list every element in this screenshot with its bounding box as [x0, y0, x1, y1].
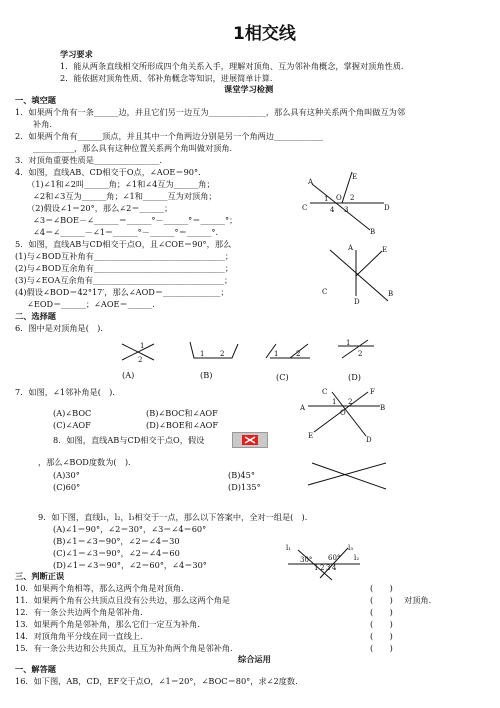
fig9-label: l₂	[354, 554, 360, 562]
fig6-label: 2	[220, 350, 225, 358]
fig9-label: l₃	[348, 544, 354, 552]
fig5-label: E	[382, 246, 388, 254]
judge-item-tail: 对顶角.	[404, 595, 432, 605]
fill-line: 补角.	[33, 119, 52, 129]
section-judge: 三、判断正误	[15, 571, 65, 581]
judge-answer-box[interactable]: ( )	[370, 607, 393, 617]
judge-answer-box[interactable]: ( )	[370, 619, 393, 629]
judge-item: 14．对顶角角平分线在同一直线上.	[15, 631, 143, 641]
q8-option-c[interactable]: (C)60°	[53, 482, 81, 492]
figure-q9	[284, 542, 364, 582]
fill-line: (3)与∠EOA互余角有________________________________；	[15, 275, 233, 285]
fill-line: ∠2和∠3互为______角；∠1和______互为对顶角；	[33, 191, 217, 201]
section-fill: 一、填空题	[15, 95, 56, 105]
section-choice: 二、选择题	[15, 311, 56, 321]
requirement-item: 1．能从两条直线相交所形成四个角关系入手，理解对顶角、互为邻补角概念，掌握对顶角性质.	[60, 61, 404, 71]
fill-line: 5．如图，直线AB与CD相交于点O，且∠COE＝90°，那么	[15, 239, 232, 249]
fig7-label: 2	[348, 398, 353, 406]
requirement-item: 2．能依据对顶角性质、邻补角概念等知识，进展简单计算.	[60, 73, 273, 83]
fig6-label: 1	[200, 350, 205, 358]
q6-option-d[interactable]: (D)	[348, 372, 361, 382]
q16-stem: 16．如下图，AB，CD，EF交于点O，∠1＝20°，∠BOC＝80°，求∠2度数.	[15, 676, 298, 686]
judge-answer-box[interactable]: ( )	[370, 583, 393, 593]
q9-stem: 9．如下图，直线l₁，l₂，l₃相交于一点，那么以下答案中，全对一组是( ).	[38, 512, 308, 522]
fill-line: 3．对顶角重要性质是________________.	[15, 155, 162, 165]
q7-stem: 7．如图，∠1邻补角是( ).	[15, 387, 115, 397]
q9-option-a[interactable]: (A)∠1＝90°，∠2＝30°，∠3＝∠4＝60°	[53, 524, 207, 534]
fig6-label: 2	[138, 356, 143, 364]
fig4-label: 3	[344, 206, 349, 214]
fig7-label: E	[308, 432, 314, 440]
fig4-label: 4	[330, 206, 335, 214]
fig4-label: B	[370, 228, 376, 236]
classroom-heading: 课堂学习检测	[224, 84, 274, 94]
judge-item: 11．如果两个角有公共顶点且没有公共边，那么这两个角是	[15, 595, 231, 605]
judge-item: 15．有一条公共边和公共顶点，且互为补角两个角是邻补角.	[15, 643, 233, 653]
fig9-label: 2	[320, 564, 325, 572]
fill-line: __________，那么具有这种位置关系两个角叫做对顶角.	[33, 143, 233, 153]
q8-option-b[interactable]: (B)45°	[228, 470, 255, 480]
figure-q4	[300, 170, 390, 235]
fig6-label: 1	[274, 350, 279, 358]
fig4-label: 1	[324, 195, 329, 203]
fill-line: （2)假设∠1＝20°，那么∠2＝______；	[27, 203, 173, 213]
q6-option-c[interactable]: (C)	[276, 372, 289, 382]
fig6-label: 1	[346, 339, 351, 347]
figure-q7	[296, 386, 386, 444]
fig7-label: F	[370, 388, 375, 396]
fill-line: (4)假设∠BOD＝42°17′，那么∠AOD＝______________；	[15, 287, 229, 297]
fig5-label: D	[354, 298, 360, 306]
fill-line: 1．如果两个角有一条______边，并且它们另一边互为______________，那么具有这种关系两个角叫做互为邻	[15, 107, 406, 117]
fig9-label: 1	[314, 564, 319, 572]
fig4-label: A	[308, 178, 314, 186]
fig4-label: O	[336, 194, 342, 202]
fig4-label: D	[384, 204, 390, 212]
judge-item: 10．如果两个角相等，那么这两个角是对顶角.	[15, 583, 184, 593]
fig5-label: B	[388, 290, 394, 298]
section-comprehensive: 综合运用	[238, 654, 271, 664]
fill-line: 2．如果两个角有______顶点，并且其中一个角两边分别是另一个角两边____________	[15, 131, 324, 141]
figure-q5	[318, 246, 398, 308]
fig9-label: 3	[326, 564, 331, 572]
fill-line: ∠3＝∠BOE－∠______＝______°－______°＝______°；	[33, 215, 238, 225]
fill-line: ∠4＝∠______－∠1＝______°－______°＝______°.	[33, 227, 219, 237]
judge-item: 12．有一条公共边两个角是邻补角.	[15, 607, 143, 617]
fig9-label: 30°	[300, 556, 313, 564]
fig4-label: E	[352, 173, 358, 181]
q8-option-a[interactable]: (A)30°	[53, 470, 80, 480]
judge-answer-box[interactable]: ( )	[370, 595, 393, 605]
q7-option-c[interactable]: (C)∠AOF	[53, 420, 91, 430]
figure-q8	[300, 445, 390, 495]
q9-option-d[interactable]: (D)∠1＝∠3＝90°，∠2＝60°，∠4＝30°	[53, 560, 207, 570]
fig7-label: A	[300, 404, 306, 412]
fig4-label: 2	[350, 194, 355, 202]
q6-stem: 6．图中是对顶角是( ).	[15, 323, 103, 333]
q8-stem-continued: ，那么∠BOD度数为( ).	[38, 457, 131, 467]
fill-line: ∠EOD＝______；∠AOE＝______.	[27, 299, 155, 309]
fig9-label: l₁	[286, 544, 292, 552]
q7-option-b[interactable]: (B)∠BOC和∠AOF	[146, 408, 218, 418]
fig5-label: C	[322, 288, 328, 296]
judge-answer-box[interactable]: ( )	[370, 643, 393, 653]
q6-figures	[110, 336, 380, 366]
fig7-label: O	[340, 409, 346, 417]
q7-option-d[interactable]: (D)∠BOE和∠AOF	[146, 420, 219, 430]
fig7-label: 1	[332, 398, 337, 406]
fig9-label: 60°	[328, 554, 341, 562]
judge-item: 13．如果两个角是邻补角，那么它们一定互为补角.	[15, 619, 200, 629]
fill-line: (1)与∠BOD互补角有________________________________；	[15, 251, 234, 261]
fig4-labels	[302, 173, 390, 236]
fig6-label: 2	[296, 350, 301, 358]
fig7-label: C	[322, 388, 328, 396]
q8-broken-image-icon	[232, 432, 268, 448]
fill-line: （1)∠1和∠2叫______角；∠1和∠4互为______角；	[27, 179, 215, 189]
q8-option-d[interactable]: (D)135°	[228, 482, 261, 492]
q9-option-b[interactable]: (B)∠1＝∠3＝90°，∠2＝∠4＝30	[53, 536, 180, 546]
judge-answer-box[interactable]: ( )	[370, 631, 393, 641]
fill-line: (2)与∠BOD互余角有________________________________；	[15, 263, 234, 273]
fig5-label: A	[348, 244, 354, 252]
q6-option-b[interactable]: (B)	[200, 370, 213, 380]
q6-option-a[interactable]: (A)	[122, 370, 135, 380]
fig6-label: 1	[140, 342, 145, 350]
fig7-label: D	[366, 436, 372, 444]
fig9-label: 4	[332, 564, 337, 572]
fig7-label: B	[380, 404, 386, 412]
requirements-heading: 学习要求	[60, 49, 93, 59]
page-title: 1相交线	[233, 24, 296, 44]
fig4-label: C	[302, 204, 308, 212]
q8-stem: 8．如图，直线AB与CD相交于点O，假设	[53, 435, 205, 445]
fill-line: 4．如图，直线AB、CD相交于O点，∠AOE＝90°.	[15, 167, 201, 177]
q9-option-c[interactable]: (C)∠1＝∠3＝90°，∠2＝∠4＝60	[53, 548, 180, 558]
q7-option-a[interactable]: (A)∠BOC	[53, 408, 92, 418]
fig6-label: 2	[358, 350, 363, 358]
section-solve: 一、解答题	[15, 664, 56, 674]
